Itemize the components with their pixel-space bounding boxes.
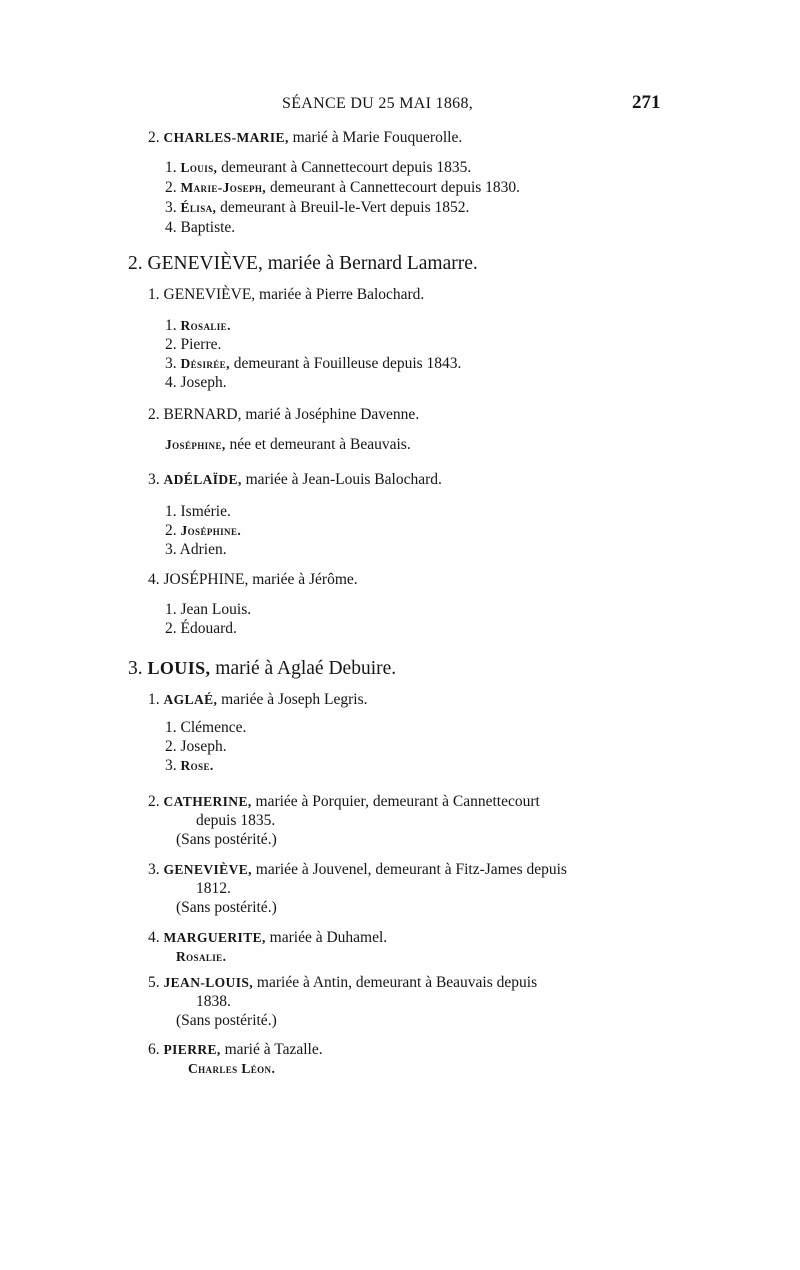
entry-line xyxy=(148,470,442,490)
entry-number: 5. xyxy=(148,974,160,991)
entry-number: 3. xyxy=(148,471,160,488)
entry-name: Rosalie. xyxy=(180,318,231,333)
entry-number: 3. xyxy=(165,199,177,216)
entry-number: 1. xyxy=(148,691,160,708)
entry-name: LOUIS, xyxy=(147,658,211,678)
entry-text: née et demeurant à Beauvais. xyxy=(225,436,411,453)
entry-line xyxy=(176,947,226,967)
entry-text: mariée à Jean-Louis Balochard. xyxy=(241,471,442,488)
entry-name: Joséphine, xyxy=(165,437,226,452)
entry-text: BERNARD, marié à Joséphine Davenne. xyxy=(163,406,420,423)
entry-line: 1812. xyxy=(196,880,231,897)
entry-number: 2. xyxy=(165,738,177,755)
entry-text: Joseph. xyxy=(180,738,227,755)
entry-text: mariée à Duhamel. xyxy=(265,929,388,946)
entry-text: marié à Aglaé Debuire. xyxy=(210,658,397,679)
entry-text: Pierre. xyxy=(180,336,222,353)
entry-line: (Sans postérité.) xyxy=(176,1012,277,1029)
entry-text: GENEVIÈVE, mariée à Bernard Lamarre. xyxy=(147,253,478,274)
entry-name: Joséphine. xyxy=(180,523,242,538)
entry-number: 4. xyxy=(148,571,160,588)
entry-line xyxy=(148,928,387,948)
entry-text: demeurant à Fouilleuse depuis 1843. xyxy=(229,355,462,372)
entry-number: 3. xyxy=(148,861,160,878)
entry-name: MARGUERITE, xyxy=(163,930,266,945)
entry-line xyxy=(165,316,231,336)
entry-line xyxy=(165,718,246,738)
entry-text: Édouard. xyxy=(180,620,237,637)
entry-line xyxy=(165,354,461,374)
entry-text: marié à Marie Fouquerolle. xyxy=(288,129,463,146)
entry-text: Adrien. xyxy=(179,541,227,558)
entry-number: 4. xyxy=(165,374,177,391)
entry-number: 1. xyxy=(165,719,177,736)
entry-name: CHARLES-MARIE, xyxy=(163,130,289,145)
entry-number: 2. xyxy=(128,253,143,274)
entry-name: Rosalie. xyxy=(176,949,227,964)
entry-line xyxy=(148,690,368,710)
entry-name: PIERRE, xyxy=(163,1042,221,1057)
entry-number: 2. xyxy=(165,336,177,353)
section-heading xyxy=(128,656,396,680)
entry-text: Jean Louis. xyxy=(180,601,252,618)
entry-line: 1838. xyxy=(196,993,231,1010)
entry-name: ADÉLAÏDE, xyxy=(163,472,242,487)
entry-name: Charles Léon. xyxy=(188,1061,276,1076)
entry-line xyxy=(148,570,358,590)
section-heading xyxy=(128,252,478,276)
entry-line xyxy=(165,502,231,522)
running-header: SÉANCE DU 25 MAI 1868, xyxy=(282,95,474,112)
entry-line xyxy=(165,600,251,620)
entry-number: 3. xyxy=(165,355,177,372)
entry-line xyxy=(148,860,567,880)
entry-number: 2. xyxy=(165,620,177,637)
entry-text: mariée à Porquier, demeurant à Cannettecourt xyxy=(251,793,540,810)
entry-text: Joseph. xyxy=(180,374,227,391)
entry-number: 2. xyxy=(165,522,177,539)
entry-text: JOSÉPHINE, mariée à Jérôme. xyxy=(163,571,358,588)
entry-line xyxy=(165,435,411,455)
entry-number: 2. xyxy=(148,129,160,146)
entry-line xyxy=(165,218,235,238)
entry-number: 3. xyxy=(165,757,177,774)
entry-name: Rose. xyxy=(180,758,214,773)
entry-text: demeurant à Cannettecourt depuis 1830. xyxy=(266,179,521,196)
entry-line xyxy=(165,756,214,776)
entry-number: 2. xyxy=(148,406,160,423)
entry-name: GENEVIÈVE, xyxy=(163,862,252,877)
entry-line xyxy=(148,285,424,305)
entry-line xyxy=(165,540,227,560)
entry-name: Louis, xyxy=(180,160,218,175)
entry-number: 6. xyxy=(148,1041,160,1058)
entry-line: (Sans postérité.) xyxy=(176,831,277,848)
entry-text: Baptiste. xyxy=(180,219,236,236)
entry-text: Clémence. xyxy=(180,719,247,736)
entry-line xyxy=(148,128,462,148)
entry-line xyxy=(165,178,520,198)
entry-name: Marie-Joseph, xyxy=(180,180,267,195)
entry-line xyxy=(165,737,227,757)
entry-number: 1. xyxy=(165,159,177,176)
entry-text: mariée à Joseph Legris. xyxy=(217,691,368,708)
entry-text: mariée à Jouvenel, demeurant à Fitz-James depuis xyxy=(251,861,567,878)
entry-name: AGLAÉ, xyxy=(163,692,218,707)
entry-name: Désirée, xyxy=(180,356,230,371)
entry-number: 3. xyxy=(128,658,143,679)
entry-number: 4. xyxy=(148,929,160,946)
entry-number: 4. xyxy=(165,219,177,236)
entry-line xyxy=(165,521,241,541)
entry-line xyxy=(148,1040,323,1060)
entry-line xyxy=(148,973,537,993)
entry-line xyxy=(165,198,469,218)
entry-line xyxy=(148,405,419,425)
entry-line xyxy=(165,619,237,639)
entry-text: Ismérie. xyxy=(180,503,231,520)
entry-text: GENEVIÈVE, mariée à Pierre Balochard. xyxy=(163,286,425,303)
entry-number: 1. xyxy=(148,286,160,303)
entry-text: mariée à Antin, demeurant à Beauvais depuis xyxy=(253,974,538,991)
entry-number: 3. xyxy=(165,541,177,558)
page-number: 271 xyxy=(632,92,661,113)
entry-line: depuis 1835. xyxy=(196,812,276,829)
entry-name: JEAN-LOUIS, xyxy=(163,975,254,990)
entry-number: 2. xyxy=(165,179,177,196)
entry-text: demeurant à Cannettecourt depuis 1835. xyxy=(217,159,472,176)
entry-number: 1. xyxy=(165,601,177,618)
entry-text: marié à Tazalle. xyxy=(220,1041,323,1058)
entry-line xyxy=(148,792,540,812)
entry-line: (Sans postérité.) xyxy=(176,899,277,916)
entry-line xyxy=(165,335,221,355)
entry-number: 2. xyxy=(148,793,160,810)
entry-number: 1. xyxy=(165,503,177,520)
entry-text: demeurant à Breuil-le-Vert depuis 1852. xyxy=(216,199,470,216)
entry-name: CATHERINE, xyxy=(163,794,252,809)
entry-line xyxy=(165,373,227,393)
entry-line xyxy=(165,158,471,178)
entry-name: Élisa, xyxy=(180,200,217,215)
entry-line xyxy=(188,1059,275,1079)
entry-number: 1. xyxy=(165,317,177,334)
